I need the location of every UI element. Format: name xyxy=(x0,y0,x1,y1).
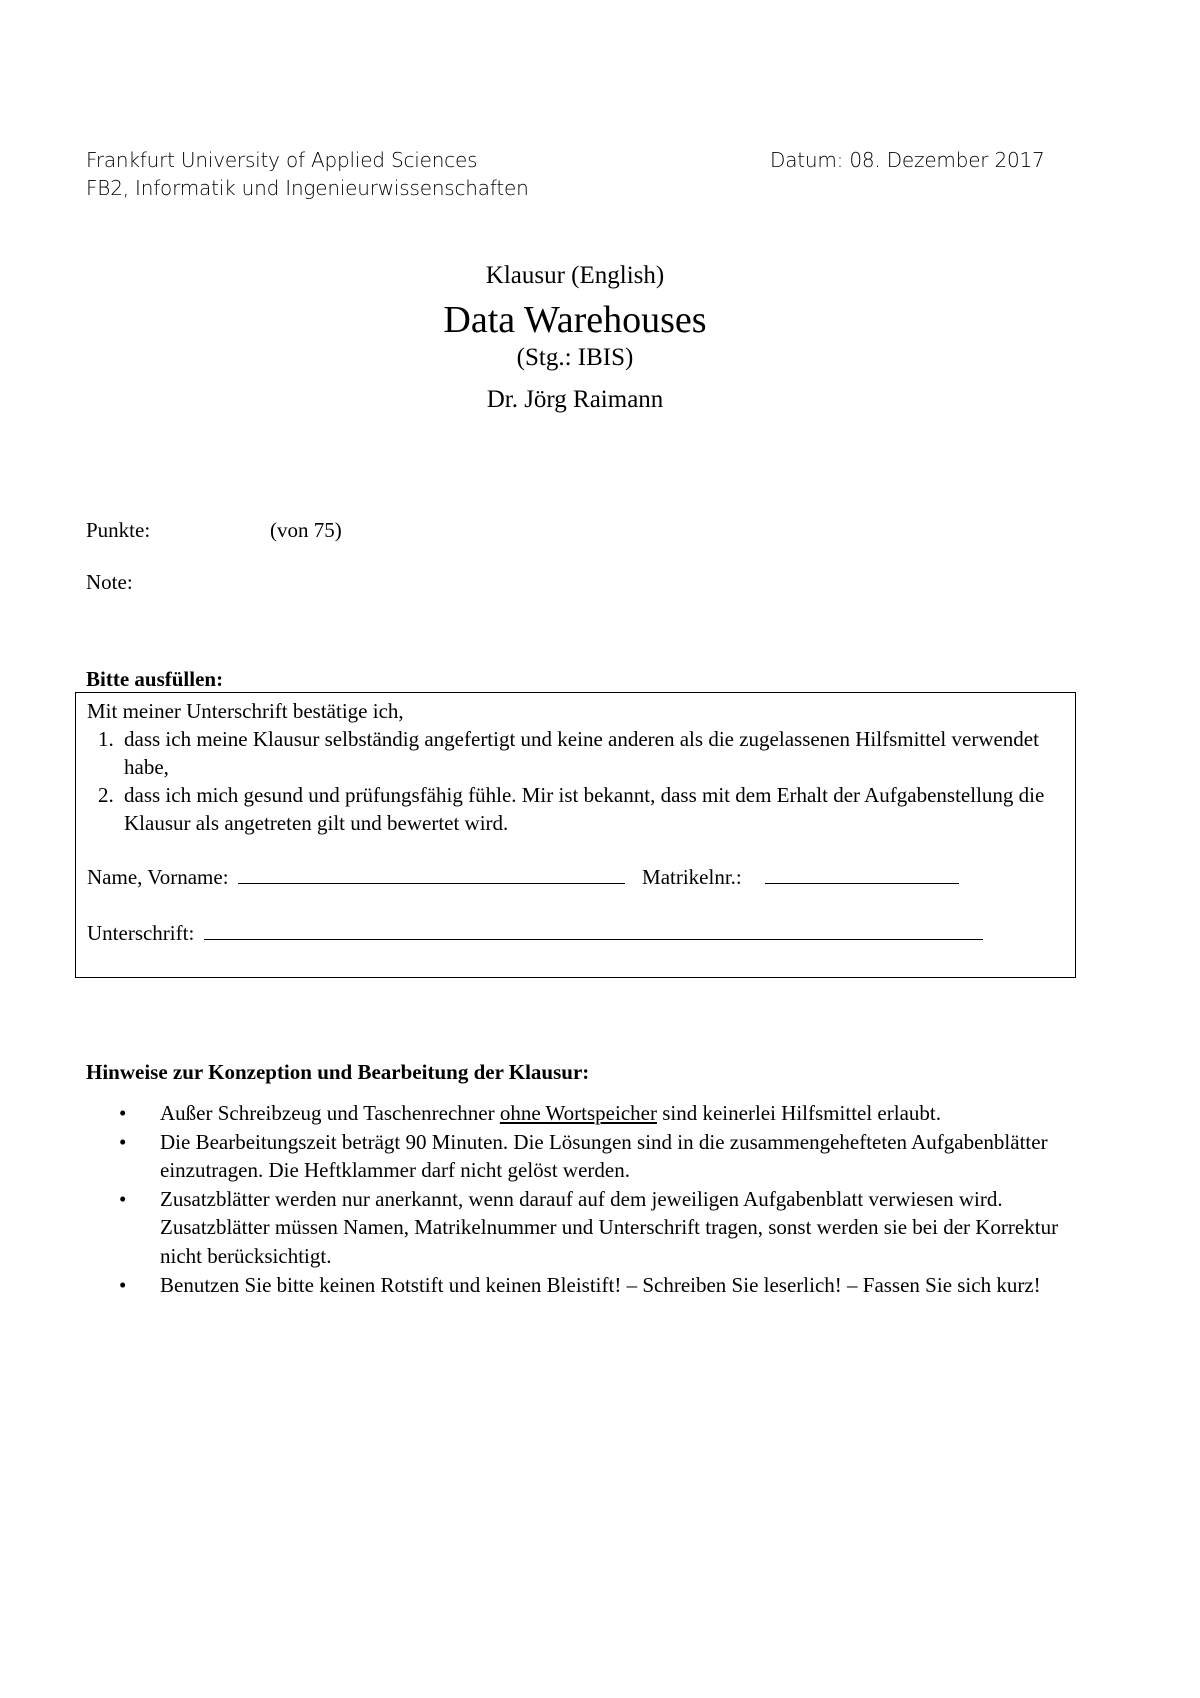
name-label: Name, Vorname: xyxy=(87,865,229,889)
declaration-item-text: dass ich mich gesund und prüfungsfähig fühle. Mir ist bekannt, dass mit dem Erhalt der Aufgabenstellung die Klausur als angetreten gilt und bewertet wird. xyxy=(124,783,1045,835)
note-emphasis: ohne Wortspeicher xyxy=(499,1101,657,1125)
note-text: Zusatzblätter werden nur anerkannt, wenn darauf auf dem jeweiligen Aufgabenblatt verwiesen wird. Zusatzblätter müssen Namen, Matrikelnummer und Unterschrift tragen, sonst werden sie bei der Korrektur nicht berücksichtigt. xyxy=(160,1186,1059,1268)
declaration-intro: Mit meiner Unterschrift bestätige ich, xyxy=(87,699,404,723)
declaration-item-number: 2. xyxy=(98,783,114,807)
list-item xyxy=(119,1271,1059,1300)
notes-list xyxy=(119,1099,1059,1299)
name-row xyxy=(87,863,959,890)
note-text: sind keinerlei Hilfsmittel erlaubt. xyxy=(656,1101,941,1125)
list-item xyxy=(119,1128,1059,1185)
note-text: Benutzen Sie bitte keinen Rotstift und keinen Bleistift! – Schreiben Sie leserlich! – Fassen Sie sich kurz! xyxy=(160,1272,1041,1297)
lecturer-name: Dr. Jörg Raimann xyxy=(486,386,664,413)
signature-row xyxy=(87,919,983,946)
list-item xyxy=(119,1185,1059,1271)
matrikel-label: Matrikelnr.: xyxy=(642,865,742,889)
name-input-line[interactable] xyxy=(238,863,625,884)
declaration-item-number: 1. xyxy=(98,727,114,751)
points-label: Punkte: xyxy=(86,518,151,542)
exam-type: Klausur (English) xyxy=(485,262,665,289)
declaration-item xyxy=(87,781,1057,837)
declaration-box xyxy=(75,692,1076,978)
matrikel-input-line[interactable] xyxy=(765,863,959,884)
bullet-icon: • xyxy=(119,1272,127,1297)
bullet-icon: • xyxy=(119,1186,127,1211)
note-text: Außer Schreibzeug und Taschenrechner xyxy=(160,1101,500,1125)
list-item xyxy=(119,1099,1059,1128)
declaration-item-text: dass ich meine Klausur selbständig angefertigt und keine anderen als die zugelassenen Hilfsmittel verwendet habe, xyxy=(124,727,1039,779)
department-name: FB2, Informatik und Ingenieurwissenschaften xyxy=(86,176,529,200)
declaration-item xyxy=(87,725,1057,781)
signature-label: Unterschrift: xyxy=(87,921,195,945)
note-text: Die Bearbeitungszeit beträgt 90 Minuten. Die Lösungen sind in die zusammengehefteten Aufgabenblätter einzutragen. Die Heftklammer darf nicht gelöst werden. xyxy=(160,1129,1048,1183)
bullet-icon: • xyxy=(119,1129,127,1154)
signature-input-line[interactable] xyxy=(204,919,983,940)
exam-date: Datum: 08. Dezember 2017 xyxy=(770,148,1045,172)
institution-name: Frankfurt University of Applied Sciences xyxy=(86,148,478,172)
declaration-heading: Bitte ausfüllen: xyxy=(86,667,224,691)
grade-label: Note: xyxy=(86,570,133,594)
study-program: (Stg.: IBIS) xyxy=(516,344,634,371)
bullet-icon: • xyxy=(119,1101,127,1125)
course-title: Data Warehouses xyxy=(443,299,707,341)
points-max: (von 75) xyxy=(270,518,342,542)
notes-heading: Hinweise zur Konzeption und Bearbeitung der Klausur: xyxy=(86,1060,590,1084)
